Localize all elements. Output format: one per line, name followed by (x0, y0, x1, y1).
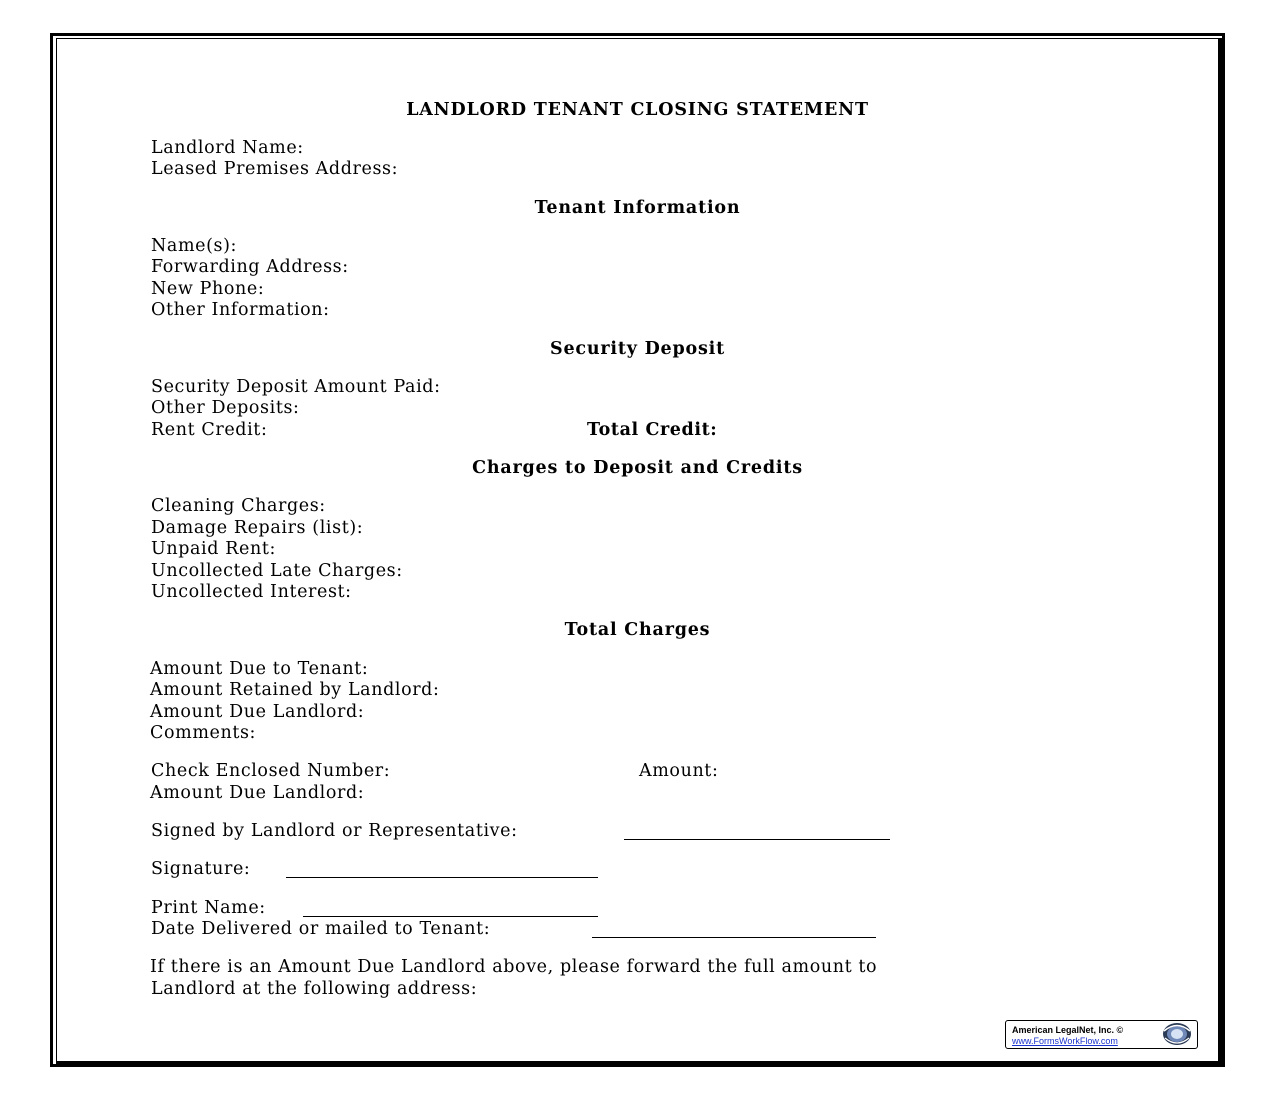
late-charges-label: Uncollected Late Charges: (151, 561, 403, 581)
signature-label: Signature: (151, 859, 251, 879)
tenant-info-heading: Tenant Information (534, 198, 741, 218)
total-charges-heading: Total Charges (564, 620, 711, 640)
signed-by-line[interactable] (624, 839, 890, 840)
forwarding-address-label: Forwarding Address: (151, 257, 349, 277)
comments-label: Comments: (150, 723, 257, 743)
new-phone-label: New Phone: (151, 279, 265, 299)
rent-credit-label: Rent Credit: (151, 420, 268, 440)
logo-company-name: American LegalNet, Inc. © (1012, 1025, 1124, 1035)
landlord-name-label: Landlord Name: (151, 138, 304, 158)
payment-due-landlord-label: Amount Due Landlord: (150, 783, 365, 803)
footer-note-line1: If there is an Amount Due Landlord above, please forward the full amount to (150, 957, 878, 977)
amount-due-tenant-label: Amount Due to Tenant: (150, 659, 369, 679)
forms-workflow-logo (1005, 1020, 1198, 1049)
charges-heading: Charges to Deposit and Credits (472, 458, 803, 478)
page-border-shadow-bottom (56, 1062, 1222, 1065)
date-delivered-label: Date Delivered or mailed to Tenant: (151, 919, 491, 939)
leased-premises-label: Leased Premises Address: (151, 159, 399, 179)
print-name-line[interactable] (303, 916, 598, 917)
other-information-label: Other Information: (151, 300, 330, 320)
damage-repairs-label: Damage Repairs (list): (151, 518, 364, 538)
signature-line[interactable] (286, 877, 598, 878)
unpaid-rent-label: Unpaid Rent: (151, 539, 276, 559)
tenant-names-label: Name(s): (151, 236, 238, 256)
total-credit-label: Total Credit: (587, 420, 718, 440)
deposit-paid-label: Security Deposit Amount Paid: (151, 377, 441, 397)
security-deposit-heading: Security Deposit (550, 339, 725, 359)
signed-by-label: Signed by Landlord or Representative: (151, 821, 518, 841)
logo-url-link[interactable]: www.FormsWorkFlow.com (1012, 1036, 1118, 1046)
amount-due-landlord-label: Amount Due Landlord: (150, 702, 365, 722)
check-amount-label: Amount: (639, 761, 719, 781)
other-deposits-label: Other Deposits: (151, 398, 300, 418)
document-title: LANDLORD TENANT CLOSING STATEMENT (406, 100, 869, 120)
amount-retained-label: Amount Retained by Landlord: (150, 680, 440, 700)
footer-note-line2: Landlord at the following address: (151, 979, 478, 999)
date-delivered-line[interactable] (592, 937, 876, 938)
check-number-label: Check Enclosed Number: (151, 761, 391, 781)
uncollected-interest-label: Uncollected Interest: (151, 582, 352, 602)
page-border-shadow-right (1219, 38, 1222, 1062)
globe-icon (1160, 1022, 1194, 1046)
cleaning-charges-label: Cleaning Charges: (151, 496, 326, 516)
print-name-label: Print Name: (151, 898, 266, 918)
